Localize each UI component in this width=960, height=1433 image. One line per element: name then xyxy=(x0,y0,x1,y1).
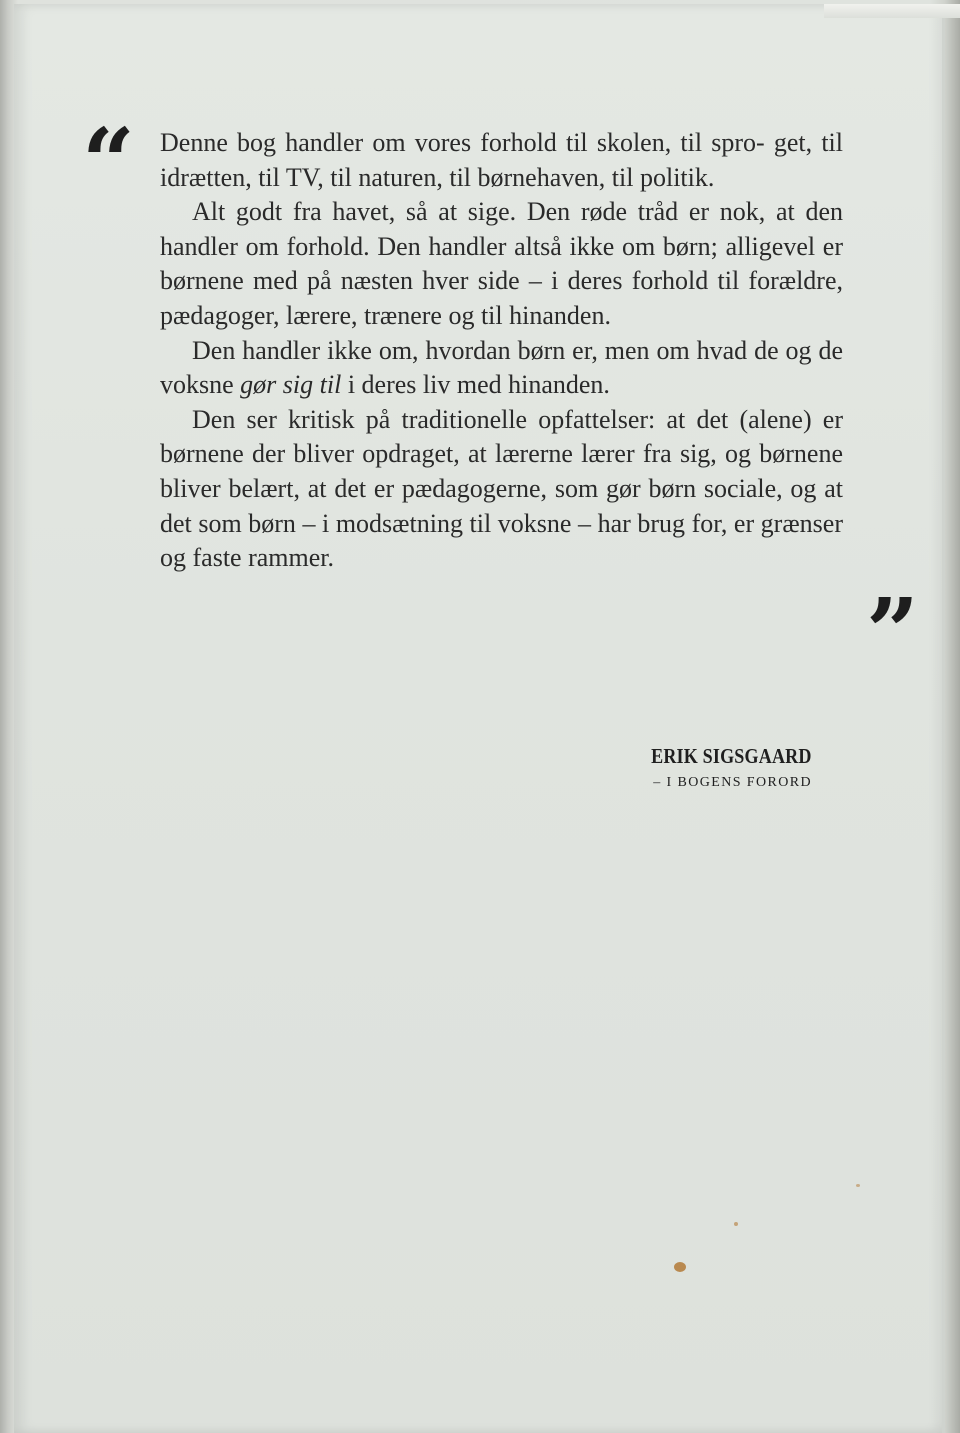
text-line: fra sig, og børnene bliver belært, at det er pædagogerne, xyxy=(160,439,844,503)
attribution xyxy=(625,744,812,791)
opening-quote-mark: “ xyxy=(82,108,129,216)
blurb-paragraph-2 xyxy=(160,195,843,333)
text-line: Alt godt fra havet, så at sige. Den røde tråd er nok, at xyxy=(192,197,795,227)
italic-phrase: gør sig til xyxy=(240,370,342,400)
back-cover xyxy=(14,4,945,1433)
text-line: politik. xyxy=(639,162,715,192)
blurb-text xyxy=(160,126,843,576)
text-line: alligevel er børnene med på næsten hver side – i deres xyxy=(160,231,844,296)
stain-spot xyxy=(674,1262,686,1272)
blurb-paragraph-3 xyxy=(160,334,843,403)
text-line: den handler om forhold. Den handler altså ikke om børn; xyxy=(160,197,843,261)
text-line: (alene) er børnene der bliver opdraget, at lærerne lærer xyxy=(160,404,844,469)
worn-cover-edge xyxy=(824,4,960,18)
text-line: som gør børn sociale, og at det som børn – i modsætning xyxy=(160,473,843,538)
author-name: ERIK SIGSGAARD xyxy=(651,744,812,768)
text-line: forhold til forældre, pædagoger, lærere, trænere og til xyxy=(160,266,843,330)
stain-spot xyxy=(856,1184,860,1187)
text-line: get, til idrætten, til TV, til naturen, til børnehaven, til xyxy=(160,128,844,192)
blurb-paragraph-4 xyxy=(160,403,843,576)
text-line: i deres liv med hinanden. xyxy=(341,370,610,400)
closing-quote-mark: ” xyxy=(866,578,913,686)
stain-spot xyxy=(734,1222,738,1226)
text-line: til voksne – har brug for, er grænser og faste rammer. xyxy=(160,508,844,573)
text-line: hinanden. xyxy=(509,300,611,330)
attribution-source: – I BOGENS FORORD xyxy=(653,775,812,790)
text-line: Denne bog handler om vores forhold til skolen, til spro- xyxy=(160,128,765,157)
blurb-paragraph-1 xyxy=(160,126,843,195)
text-line: Den ser kritisk på traditionelle opfattelser: at det xyxy=(192,404,729,434)
text-line: Den handler ikke om, hvordan børn er, men om hvad xyxy=(192,335,748,365)
text-line: de og de voksne xyxy=(160,335,844,400)
